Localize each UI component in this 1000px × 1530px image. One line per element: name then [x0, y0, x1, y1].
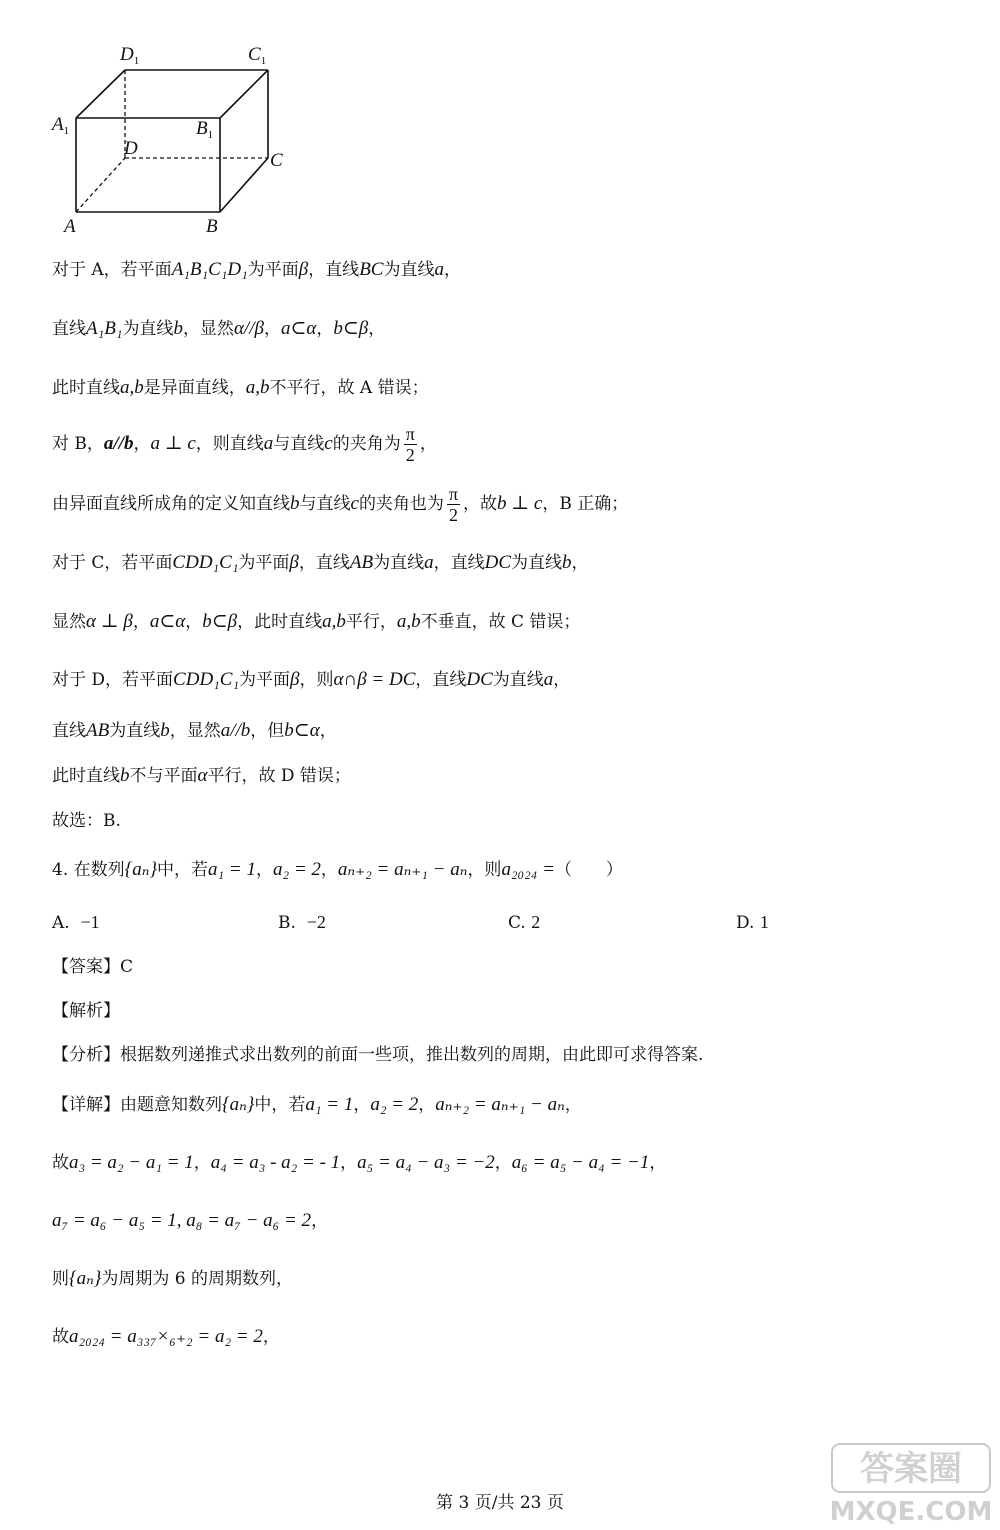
option-d: D. 1 — [736, 912, 769, 933]
svg-text:MXQE.COM: MXQE.COM — [829, 1497, 993, 1527]
calc-line-3: 则{aₙ}为周期为 6 的周期数列， — [52, 1268, 294, 1289]
label-b: B — [206, 216, 218, 237]
label-c: C — [270, 150, 283, 171]
label-c1: $C_1$ — [248, 44, 267, 67]
line-option-b-setup: 对 B，a//b，a ⊥ c，则直线a与直线c的夹角为 $\frac{\pi}{2}$ ， — [52, 424, 437, 465]
question-4-stem: 4. 在数列{aₙ}中，若a₁ = 1，a₂ = 2，aₙ₊₂ = aₙ₊₁ − aₙ，则a₂₀₂₄ =（ ） — [52, 859, 623, 880]
line-final-choice: 故选：B. — [52, 811, 121, 831]
line-option-c-conclusion: 显然α ⊥ β，a⊂α，b⊂β，此时直线a,b平行，a,b不垂直，故 C 错误； — [52, 611, 581, 632]
option-c: C. 2 — [508, 912, 541, 933]
label-d: D — [124, 138, 138, 159]
line-option-a-conclusion: 此时直线a,b是异面直线，a,b不平行，故 A 错误； — [52, 377, 429, 398]
label-a: A — [64, 216, 76, 237]
edge-ad-hidden — [76, 158, 125, 212]
calc-line-4: 故a₂₀₂₄ = a₃₃₇×₆₊₂ = a₂ = 2， — [52, 1326, 280, 1347]
fenxi-line: 【分析】根据数列递推式求出数列的前面一些项，推出数列的周期，由此即可求得答案. — [52, 1045, 704, 1065]
fraction-pi-over-2: $\frac{\pi}{2}$ — [448, 484, 459, 525]
label-a1: $A_1$ — [52, 114, 70, 137]
watermark-logo — [826, 1440, 996, 1528]
cuboid-figure — [50, 38, 300, 238]
calc-line-2: a₇ = a₆ − a₅ = 1, a₈ = a₇ − a₆ = 2， — [52, 1210, 329, 1231]
line-option-b-conclusion: 由异面直线所成角的定义知直线b与直线c的夹角也为 $\frac{\pi}{2}$ ，故b ⊥ c，B 正确； — [52, 484, 629, 525]
page-footer: 第 3 页/共 23 页 — [436, 1493, 564, 1513]
label-d1: $D_1$ — [120, 44, 140, 67]
line-option-d-relations: 直线AB为直线b，显然a//b，但b⊂α， — [52, 720, 337, 741]
option-b: B. −2 — [278, 912, 326, 933]
analysis-heading: 【解析】 — [52, 1001, 120, 1021]
edge-b1c1 — [220, 70, 268, 118]
edge-a1d1 — [76, 70, 125, 118]
edge-bc — [220, 158, 268, 212]
line-option-d-conclusion: 此时直线b不与平面α平行，故 D 错误； — [52, 765, 351, 786]
answer-line: 【答案】C — [52, 957, 134, 977]
line-option-d-setup: 对于 D，若平面CDD₁C₁为平面β，则α∩β = DC，直线DC为直线a， — [52, 669, 571, 690]
fraction-pi-over-2: $\frac{\pi}{2}$ — [405, 424, 415, 465]
line-option-a-setup: 对于 A，若平面A₁B₁C₁D₁为平面β，直线BC为直线a， — [52, 259, 461, 280]
svg-text:答案圈: 答案圈 — [860, 1449, 962, 1489]
option-a: A. −1 — [52, 912, 100, 933]
detail-line: 【详解】由题意知数列{aₙ}中，若a₁ = 1，a₂ = 2，aₙ₊₂ = aₙ₊₁ − aₙ， — [52, 1094, 582, 1115]
calc-line-1: 故a₃ = a₂ − a₁ = 1，a₄ = a₃ - a₂ = - 1，a₅ = a₄ − a₃ = −2，a₆ = a₅ − a₄ = −1， — [52, 1152, 667, 1173]
line-option-c-setup: 对于 C，若平面CDD₁C₁为平面β，直线AB为直线a，直线DC为直线b， — [52, 552, 589, 573]
label-b1: $B_1$ — [196, 118, 214, 141]
line-option-a-relations: 直线A₁B₁为直线b，显然α//β，a⊂α，b⊂β， — [52, 318, 386, 339]
